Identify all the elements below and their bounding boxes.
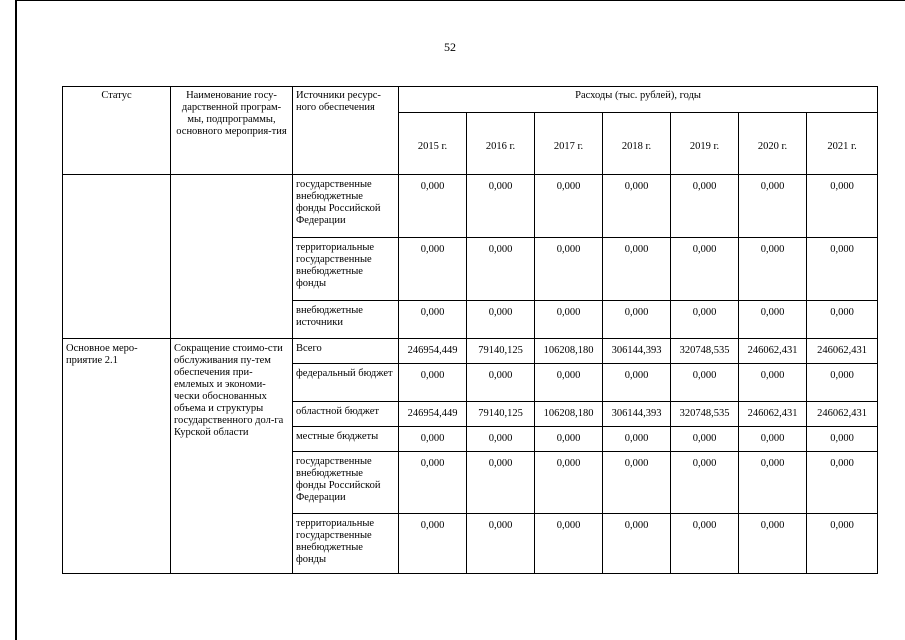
value-cell: 0,000	[399, 427, 467, 452]
value-cell: 246062,431	[739, 339, 807, 364]
value-cell: 0,000	[807, 364, 878, 402]
value-cell: 79140,125	[467, 339, 535, 364]
value-cell: 0,000	[467, 364, 535, 402]
value-cell: 0,000	[535, 364, 603, 402]
value-cell: 0,000	[603, 238, 671, 301]
value-cell: 246062,431	[807, 402, 878, 427]
value-cell: 0,000	[739, 452, 807, 514]
header-sources: Источники ресурс-ного обеспечения	[293, 87, 399, 175]
header-year: 2018 г.	[603, 113, 671, 175]
value-cell: 320748,535	[671, 402, 739, 427]
value-cell: 0,000	[739, 514, 807, 574]
source-cell: государственные внебюджетные фонды Российской Федерации	[293, 452, 399, 514]
value-cell: 0,000	[807, 301, 878, 339]
source-cell: областной бюджет	[293, 402, 399, 427]
value-cell: 0,000	[467, 514, 535, 574]
table-row	[63, 339, 878, 364]
header-year: 2021 г.	[807, 113, 878, 175]
header-year: 2017 г.	[535, 113, 603, 175]
expenses-table	[62, 86, 878, 574]
value-cell: 0,000	[399, 175, 467, 238]
header-row	[63, 87, 878, 113]
value-cell: 0,000	[671, 301, 739, 339]
value-cell: 0,000	[535, 452, 603, 514]
value-cell: 106208,180	[535, 339, 603, 364]
value-cell: 0,000	[399, 301, 467, 339]
value-cell: 246062,431	[739, 402, 807, 427]
value-cell: 0,000	[739, 364, 807, 402]
source-cell: территориальные государственные внебюджетные фонды	[293, 514, 399, 574]
value-cell: 0,000	[603, 175, 671, 238]
value-cell: 0,000	[671, 514, 739, 574]
value-cell: 0,000	[671, 452, 739, 514]
header-year: 2019 г.	[671, 113, 739, 175]
header-name: Наименование госу-дарственной програм-мы, подпрограммы, основного мероприя-тия	[171, 87, 293, 175]
header-year: 2020 г.	[739, 113, 807, 175]
measure-status: Основное меро-приятие 2.1	[63, 339, 171, 574]
value-cell: 246954,449	[399, 402, 467, 427]
value-cell: 0,000	[671, 364, 739, 402]
value-cell: 0,000	[467, 238, 535, 301]
value-cell: 0,000	[399, 514, 467, 574]
value-cell: 0,000	[535, 514, 603, 574]
value-cell: 79140,125	[467, 402, 535, 427]
source-cell: местные бюджеты	[293, 427, 399, 452]
value-cell: 0,000	[535, 427, 603, 452]
header-year: 2016 г.	[467, 113, 535, 175]
value-cell: 306144,393	[603, 339, 671, 364]
value-cell: 0,000	[535, 175, 603, 238]
value-cell: 0,000	[671, 427, 739, 452]
header-expenses: Расходы (тыс. рублей), годы	[399, 87, 878, 113]
source-cell: Всего	[293, 339, 399, 364]
value-cell: 0,000	[671, 238, 739, 301]
value-cell: 0,000	[807, 452, 878, 514]
source-cell: федеральный бюджет	[293, 364, 399, 402]
value-cell: 246062,431	[807, 339, 878, 364]
value-cell: 0,000	[807, 238, 878, 301]
value-cell: 0,000	[535, 301, 603, 339]
value-cell: 0,000	[603, 364, 671, 402]
scan-left-edge	[15, 0, 17, 640]
header-year: 2015 г.	[399, 113, 467, 175]
value-cell: 0,000	[399, 238, 467, 301]
value-cell: 0,000	[467, 452, 535, 514]
header-status: Статус	[63, 87, 171, 175]
value-cell: 0,000	[603, 452, 671, 514]
measure-name: Сокращение стоимо-сти обслуживания пу-тем обеспечения при-емлемых и экономи-чески обоснованных объема и структуры государственного дол-га Курской области	[171, 339, 293, 574]
status-cell-empty	[63, 175, 171, 339]
source-cell: государственные внебюджетные фонды Российской Федерации	[293, 175, 399, 238]
value-cell: 0,000	[671, 175, 739, 238]
table-row	[63, 175, 878, 238]
value-cell: 320748,535	[671, 339, 739, 364]
value-cell: 0,000	[739, 175, 807, 238]
value-cell: 0,000	[535, 238, 603, 301]
value-cell: 106208,180	[535, 402, 603, 427]
source-cell: территориальные государственные внебюджетные фонды	[293, 238, 399, 301]
value-cell: 0,000	[603, 514, 671, 574]
value-cell: 0,000	[739, 427, 807, 452]
value-cell: 0,000	[467, 427, 535, 452]
page-number: 52	[444, 40, 456, 54]
value-cell: 0,000	[807, 175, 878, 238]
value-cell: 0,000	[603, 301, 671, 339]
value-cell: 0,000	[739, 238, 807, 301]
value-cell: 0,000	[399, 452, 467, 514]
value-cell: 0,000	[807, 427, 878, 452]
value-cell: 0,000	[399, 364, 467, 402]
value-cell: 0,000	[467, 175, 535, 238]
scan-top-edge	[15, 0, 905, 1]
value-cell: 306144,393	[603, 402, 671, 427]
name-cell-empty	[171, 175, 293, 339]
value-cell: 0,000	[739, 301, 807, 339]
value-cell: 0,000	[807, 514, 878, 574]
value-cell: 246954,449	[399, 339, 467, 364]
source-cell: внебюджетные источники	[293, 301, 399, 339]
value-cell: 0,000	[467, 301, 535, 339]
value-cell: 0,000	[603, 427, 671, 452]
